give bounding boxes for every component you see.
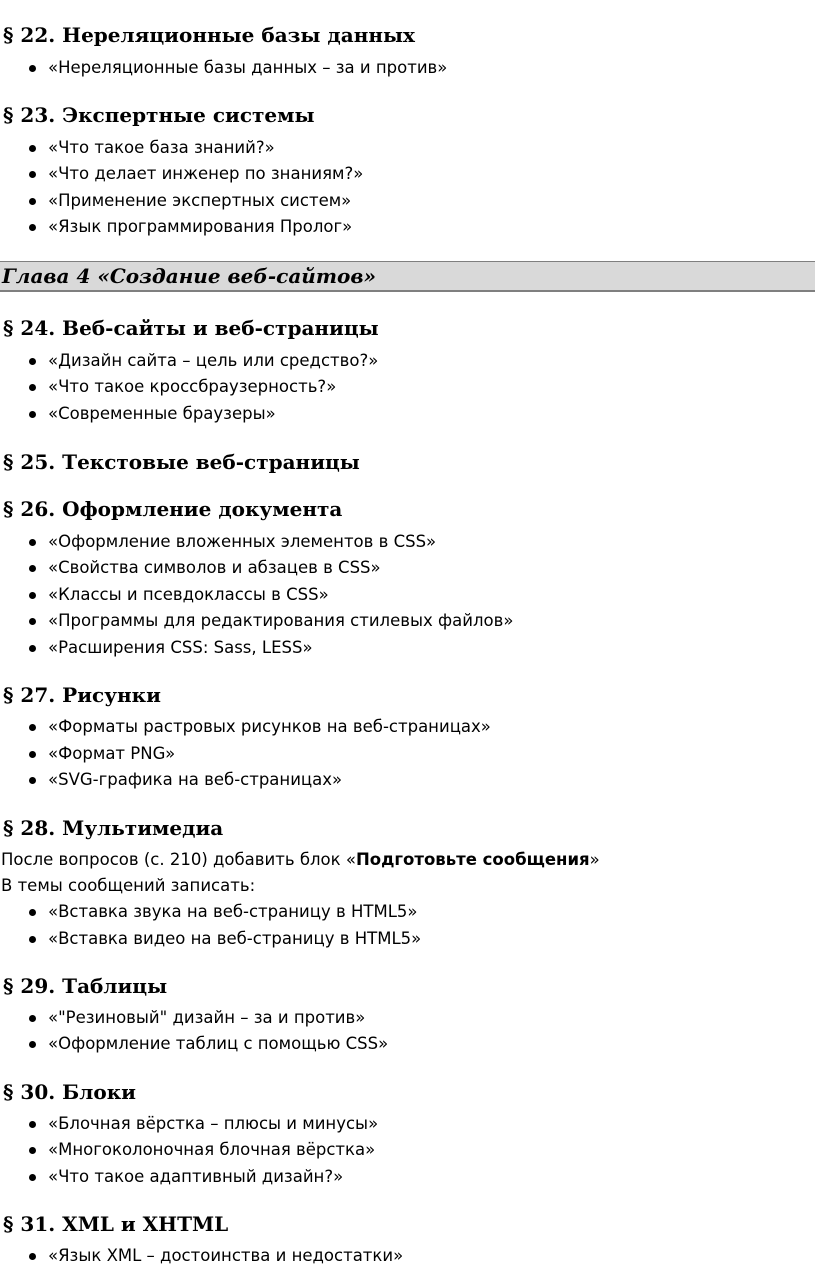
section-title-29: § 29. Таблицы [3,974,168,998]
list-item: «Что делает инженер по знаниям?» [48,164,364,183]
list-item: «Оформление вложенных элементов в CSS» [48,532,437,551]
chapter-title: Глава 4 «Создание веб-сайтов» [2,264,376,288]
instruction-prefix: После вопросов (с. 210) добавить блок « [1,850,356,869]
section-title-30: § 30. Блоки [3,1080,136,1104]
chapter-heading-band [0,261,815,292]
list-item: «Расширения CSS: Sass, LESS» [48,638,313,657]
list-item: «Что такое кроссбраузерность?» [48,377,337,396]
list-item: «SVG-графика на веб-страницах» [48,770,343,789]
list-item: «Что такое адаптивный дизайн?» [48,1167,344,1186]
section-title-31: § 31. XML и XHTML [3,1212,229,1236]
section-title-22: § 22. Нереляционные базы данных [3,23,415,47]
instruction-text [1,849,600,871]
instruction-bold: Подготовьте сообщения [355,850,590,869]
list-item: «Применение экспертных систем» [48,191,352,210]
list-item: «Классы и псевдоклассы в CSS» [48,585,329,604]
section-title-26: § 26. Оформление документа [3,497,343,521]
list-item: «Формат PNG» [48,744,176,763]
list-item: «Язык XML – достоинства и недостатки» [48,1246,404,1265]
list-item: «Дизайн сайта – цель или средство?» [48,351,379,370]
section-title-27: § 27. Рисунки [3,683,161,707]
list-item: «Вставка видео на веб-страницу в HTML5» [48,929,422,948]
list-item: «Программы для редактирования стилевых файлов» [48,611,514,630]
list-item: «Форматы растровых рисунков на веб-страницах» [48,717,491,736]
list-item: «Язык программирования Пролог» [48,217,353,236]
list-item: «Что такое база знаний?» [48,138,275,157]
list-item: «Оформление таблиц с помощью CSS» [48,1034,389,1053]
list-item: «Свойства символов и абзацев в CSS» [48,558,381,577]
section-title-28: § 28. Мультимедиа [3,816,224,840]
list-item: «Вставка звука на веб-страницу в HTML5» [48,902,418,921]
list-item: «Нереляционные базы данных – за и против» [48,58,448,77]
section-title-23: § 23. Экспертные системы [3,103,315,127]
section-title-25: § 25. Текстовые веб-страницы [3,450,360,474]
section-title-24: § 24. Веб-сайты и веб-страницы [3,316,379,340]
list-item: «Блочная вёрстка – плюсы и минусы» [48,1114,379,1133]
instruction-text-2: В темы сообщений записать: [1,876,256,895]
list-item: «Многоколоночная блочная вёрстка» [48,1140,376,1159]
instruction-suffix: » [589,850,600,869]
list-item: «"Резиновый" дизайн – за и против» [48,1008,366,1027]
list-item: «Современные браузеры» [48,404,276,423]
